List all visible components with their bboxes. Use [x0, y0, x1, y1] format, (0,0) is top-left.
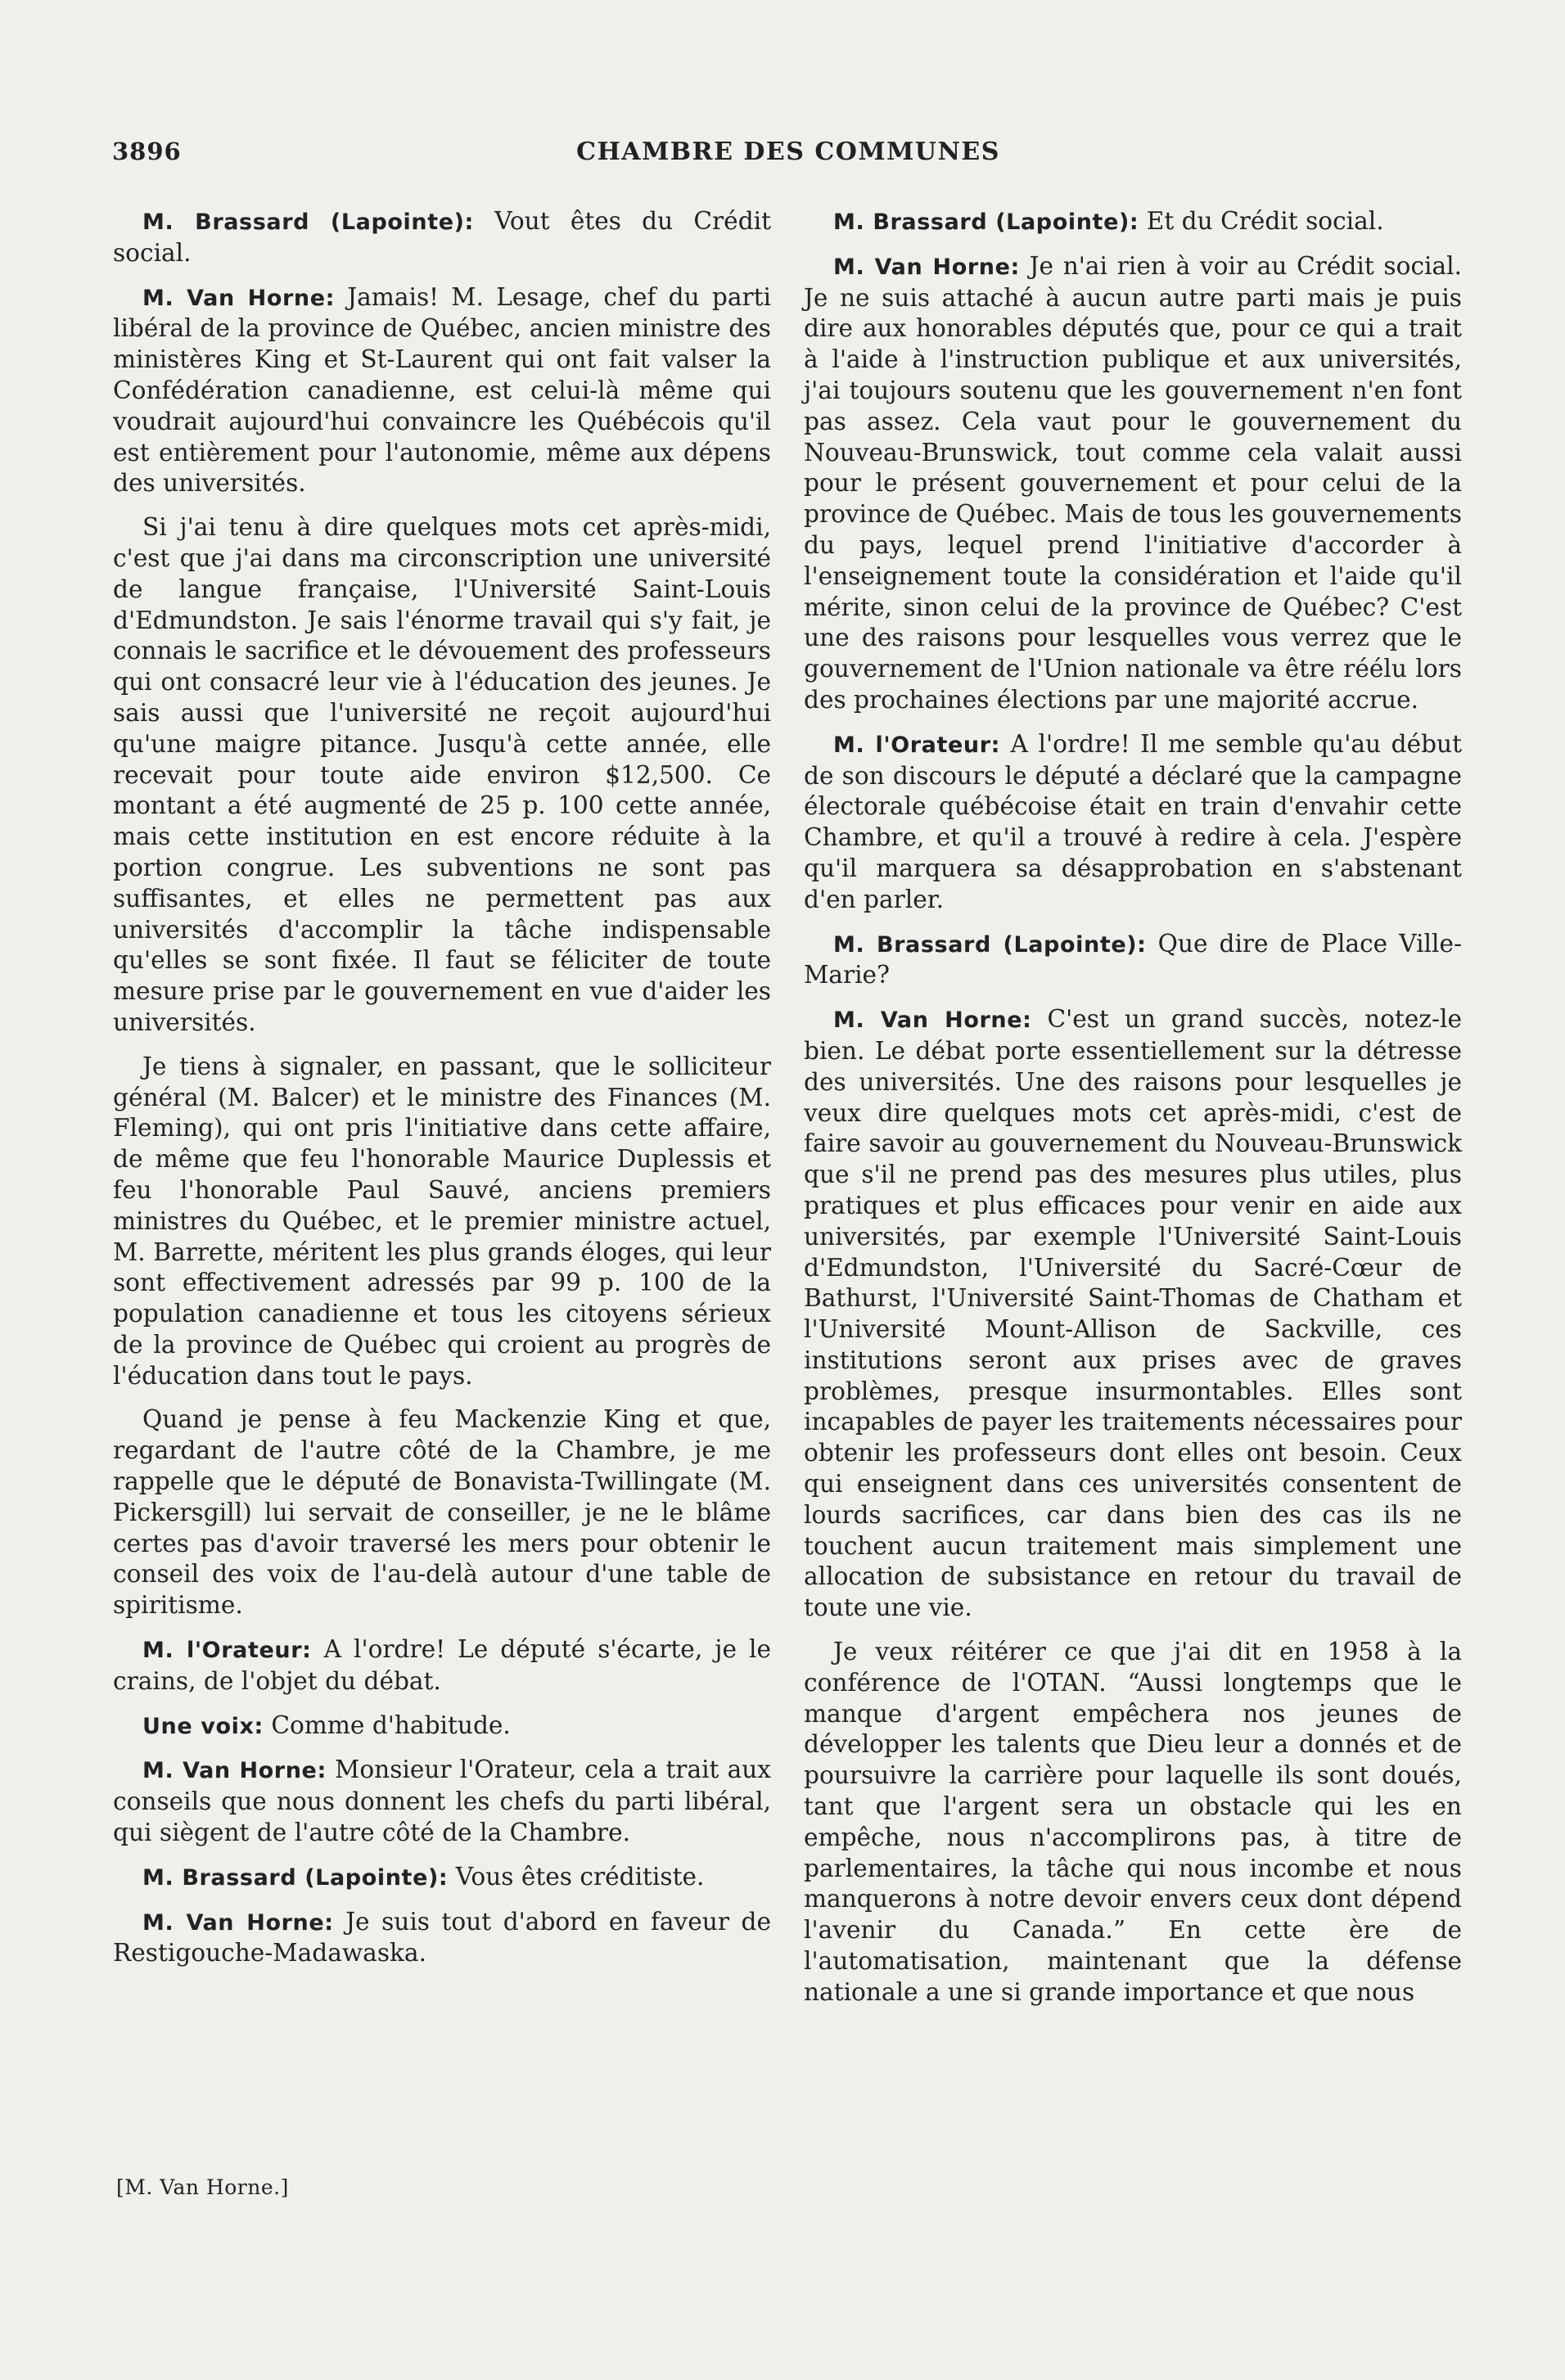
paragraph — [113, 1907, 771, 1970]
paragraph-text: A l'ordre! Il me semble qu'au début de son discours le député a déclaré que la campagne électorale québécoise était en train d'envahir cette Chambre, et qu'il a trouvé à redire à cela. J'espère qu'il marquera sa désapprobation en s'abstenant d'en parler. — [804, 729, 1462, 913]
speaker-name: M. Van Horne: — [142, 285, 336, 311]
paragraph — [804, 251, 1462, 716]
paragraph — [113, 1634, 771, 1697]
paragraph — [113, 512, 771, 1039]
speaker-name: M. Brassard (Lapointe): — [142, 1864, 449, 1891]
paragraph-text: Je n'ai rien à voir au Crédit social. Je ne suis attaché à aucun autre parti mais je puis dire aux honorables députés que, pour ce qui a trait à l'aide à l'instruction publique et aux universités, j'ai toujours soutenu que les gouvernement n'en font pas assez. Cela vaut pour le gouvernement du Nouveau-Brunswick, tout comme cela valait aussi pour le présent gouvernement et pour celui de la province de Québec. Mais de tous les gouvernements du pays, lequel prend l'initiative d'accorder à l'enseignement toute la considération et l'aide qu'il mérite, sinon celui de la province de Québec? C'est une des raisons pour lesquelles vous verrez que le gouvernement de l'Union nationale va être réélu lors des prochaines élections par une majorité accrue. — [804, 251, 1462, 714]
paragraph-text: Si j'ai tenu à dire quelques mots cet après-midi, c'est que j'ai dans ma circonscription une université de langue française, l'Université Saint-Louis d'Edmundston. Je sais l'énorme travail qui s'y fait, je connais le sacrifice et le dévouement des professeurs qui ont consacré leur vie à l'éducation des jeunes. Je sais aussi que l'université ne reçoit aujourd'hui qu'une maigre pitance. Jusqu'à cette année, elle recevait pour toute aide environ $12,500. Ce montant a été augmenté de 25 p. 100 cette année, mais cette institution en est encore réduite à la portion congrue. Les subventions ne sont pas suffisantes, et elles ne permettent pas aux universités d'accomplir la tâche indispensable qu'elles se sont fixée. Il faut se féliciter de toute mesure prise par le gouvernement en vue d'aider les universités. — [113, 513, 771, 1036]
speaker-name: M. Brassard (Lapointe): — [142, 210, 474, 235]
paragraph-text: Vout êtes du Crédit social. — [113, 207, 771, 267]
paragraph-text: Je veux réitérer ce que j'ai dit en 1958 à la conférence de l'OTAN. “Aussi longtemps que le manque d'argent empêchera nos jeunes de développer les talents que Dieu leur a donnés et de poursuivre la carrière pour laquelle ils sont doués, tant que l'argent sera un obstacle qui les en empêche, nous n'accomplirons pas, à titre de parlementaires, la tâche qui nous incombe et nous manquerons à notre devoir envers ceux dont dépend l'avenir du Canada.” En cette ère de l'automatisation, maintenant que la défense nationale a une si grande importance et que nous — [804, 1638, 1462, 2006]
paragraph-text: Vous êtes créditiste. — [455, 1862, 705, 1891]
paragraph — [113, 206, 771, 269]
paragraph-text: Que dire de Place Ville-Marie? — [804, 929, 1462, 989]
paragraph-text: Jamais! M. Lesage, chef du parti libéral de la province de Québec, ancien ministre des ministères King et St-Laurent qui ont fait valser la Confédération canadienne, est celui-là même qui voudrait aujourd'hui convaincre les Québécois qu'il est entièrement pour l'autonomie, même aux dépens des universités. — [113, 282, 771, 498]
paragraph — [804, 1004, 1462, 1624]
paragraph-text: Je suis tout d'abord en faveur de Restigouche-Madawaska. — [113, 1907, 771, 1968]
paragraph-text: Quand je pense à feu Mackenzie King et que, regardant de l'autre côté de la Chambre, je me rappelle que le député de Bonavista-Twillingate (M. Pickersgill) lui servait de conseiller, je ne le blâme certes pas d'avoir traversé les mers pour obtenir le conseil des voix de l'au-delà autour d'une table de spiritisme. — [113, 1405, 771, 1620]
paragraph — [113, 1755, 771, 1848]
speaker-name: M. Van Horne: — [142, 1909, 334, 1936]
speaker-name: M. Van Horne: — [833, 254, 1020, 280]
speaker-name: M. Brassard (Lapointe): — [833, 931, 1147, 958]
speaker-name: M. Van Horne: — [833, 1007, 1032, 1034]
paragraph-text: C'est un grand succès, notez-le bien. Le débat porte essentiellement sur la détresse des universités. Une des raisons pour lesquelles je veux dire quelques mots cet après-midi, c'est de faire savoir au gouvernement du Nouveau-Brunswick que s'il ne prend pas des mesures plus utiles, plus pratiques et plus efficaces pour venir en aide aux universités, par exemple l'Université Saint-Louis d'Edmundston, l'Université du Sacré-Cœur de Bathurst, l'Université Saint-Thomas de Chatham et l'Université Mount-Allison de Sackville, ces institutions seront aux prises avec de graves problèmes, presque insurmontables. Elles sont incapables de payer les traitements nécessaires pour obtenir les professeurs dont elles ont besoin. Ceux qui enseignent dans ces universités consentent de lourds sacrifices, car dans bien des cas ils ne touchent aucun traitement mais simplement une allocation de subsistance en retour du travail de toute une vie. — [804, 1005, 1462, 1622]
paragraph — [804, 929, 1462, 992]
speaker-name: Une voix: — [142, 1713, 264, 1739]
running-head: CHAMBRE DES COMMUNES — [576, 137, 1000, 166]
page-header — [112, 137, 1464, 177]
right-column — [804, 206, 1462, 2022]
speaker-name: M. l'Orateur: — [142, 1638, 312, 1664]
paragraph-text: Et du Crédit social. — [1146, 207, 1384, 235]
paragraph — [804, 206, 1462, 238]
paragraph — [113, 1862, 771, 1894]
paragraph — [804, 729, 1462, 916]
speaker-footnote: [M. Van Horne.] — [116, 2175, 289, 2199]
left-column — [113, 206, 771, 1982]
paragraph — [113, 1052, 771, 1392]
paragraph-text: Je tiens à signaler, en passant, que le solliciteur général (M. Balcer) et le ministre des Finances (M. Fleming), qui ont pris l'initiative dans cette affaire, de même que feu l'honorable Maurice Duplessis et feu l'honorable Paul Sauvé, anciens premiers ministres du Québec, et le premier ministre actuel, M. Barrette, méritent les plus grands éloges, qui leur sont effectivement adressés par 99 p. 100 de la population canadienne et tous les citoyens sérieux de la province de Québec qui croient au progrès de l'éducation dans tout le pays. — [113, 1052, 771, 1390]
paragraph — [113, 1711, 771, 1742]
paragraph — [113, 1404, 771, 1621]
paragraph-text: Monsieur l'Orateur, cela a trait aux conseils que nous donnent les chefs du parti libéral, qui siègent de l'autre côté de la Chambre. — [113, 1756, 771, 1847]
paragraph — [113, 282, 771, 500]
speaker-name: M. l'Orateur: — [833, 732, 1001, 758]
speaker-name: M. Van Horne: — [142, 1758, 327, 1784]
paragraph-text: Comme d'habitude. — [271, 1711, 511, 1739]
paragraph — [804, 1637, 1462, 2008]
speaker-name: M. Brassard (Lapointe): — [833, 210, 1139, 235]
page-number: 3896 — [112, 137, 182, 165]
paragraph-text: A l'ordre! Le député s'écarte, je le crains, de l'objet du débat. — [113, 1635, 771, 1695]
